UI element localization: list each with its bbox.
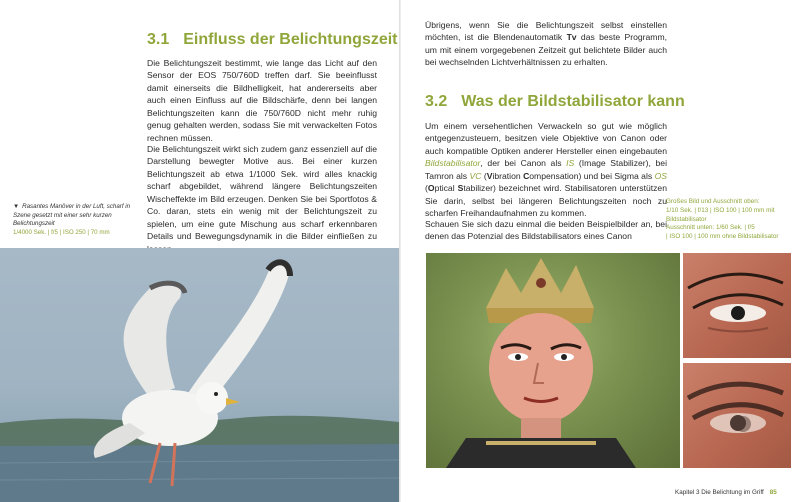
left-page xyxy=(0,0,399,502)
section-title: Einfluss der Belichtungszeit xyxy=(183,31,398,48)
section-number: 3.2 xyxy=(425,93,448,110)
section-title: Was der Bildstabilisator kann xyxy=(461,93,685,110)
eye-crop-sharp xyxy=(683,253,791,358)
puppet-photo xyxy=(426,253,680,468)
seagull-photo xyxy=(0,248,399,502)
section-heading-3-2 xyxy=(425,93,685,111)
page-number: 85 xyxy=(769,489,777,496)
caption-arrow-icon: ▼ xyxy=(13,203,20,210)
paragraph-stabilizer: Um einem versehentlichen Verwackeln so gut wie möglich entgegenzusteuern, besitzen viele Objektive von Canon oder auch kompatible Optiken anderer Hersteller einen eingebauten Bildstabilisator, der bei Canon als IS (Image Stabilizer), bei Tamron als VC (Vibration Compensation) und bei Sigma als OS (Optical Stabilizer) bezeichnet wird. Stabilisatoren unterstützen Sie darin, selbst bei längeren Belichtungszeiten noch zu scharfen Freihandaufnahmen zu kommen. xyxy=(425,121,668,219)
puppet-illustration xyxy=(426,253,680,468)
term-is: IS xyxy=(566,158,575,169)
paragraph-exposure-intro: Die Belichtungszeit bestimmt, wie lange das Licht auf den Sensor der EOS 750/760D treffen darf. Sie beeinflusst damit einerseits die Bildhelligkeit, hat andererseits aber auch einen Einfluss auf die Bildschärfe, denn bei langen Belichtungszeiten kann die 750/760D nicht mehr ruhig genug gehalten werden, sodass Sie mit verwackelten Fotos rechnen müssen. xyxy=(147,58,377,143)
eye-crop-blurred xyxy=(683,363,791,468)
paragraph-exposure-motion: Die Belichtungszeit wirkt sich zudem ganz essenziell auf die Darstellung bewegter Motive aus. Bei einer kurzen Belichtungszeit ab etwa 1/1000 Sek. wird alles knackig scharf abgebildet, während längere Belichtungszeiten Wischeffekte im Bild erzeugen. Denken Sie bei Sportfotos & Co. daran, stets ein wenig mit der Belichtungszeit zu spielen, um eine gute Mischung aus scharf erkennbaren Details und Bewegungsdynamik in die Bilder einfließen zu xyxy=(147,144,377,242)
section-number: 3.1 xyxy=(147,31,170,48)
footer-chapter: Kapitel 3 Die Belichtung im Griff xyxy=(675,489,764,496)
puppet-caption: Großes Bild und Ausschnitt oben: 1/10 Sek. | f/13 | ISO 100 | 100 mm mit Bildstabilisator Ausschnitt unten: 1/60 Sek. | f/5 | ISO 100 | 100 mm ohne Bildstabilisator xyxy=(666,198,779,241)
crop-with-stabilizer xyxy=(683,253,791,358)
paragraph-tv-mode: Übrigens, wenn Sie die Belichtungszeit selbst einstellen möchten, ist die Blendenautomatik Tv das beste Programm, um mit einem vorgegebenen Zeitzeit gut belichtete Bilder auch bei wechselnden Lichtverhältnissen zu erhalten. xyxy=(425,20,667,68)
paragraph-example-images: Schauen Sie sich dazu einmal die beiden Beispielbilder an, bei denen das Potenzial des Bildstabilisators eines Canon xyxy=(425,219,667,242)
tv-mode-symbol: Tv xyxy=(566,32,577,43)
seagull-illustration xyxy=(0,248,399,502)
term-os: OS xyxy=(654,170,668,181)
section-heading-3-1 xyxy=(147,31,398,49)
page-footer xyxy=(675,489,777,496)
caption-text: Rasantes Manöver in der Luft, scharf in Szene gesetzt mit einer sehr kurzen Belichtungszeit xyxy=(13,203,131,228)
term-vc: VC xyxy=(469,170,482,181)
term-bildstabilisator: Bildstabilisator xyxy=(425,158,481,169)
caption-exif: 1/4000 Sek. | f/5 | ISO 250 | 70 mm xyxy=(13,228,110,236)
gull-caption xyxy=(13,203,135,237)
crop-without-stabilizer xyxy=(683,363,791,468)
